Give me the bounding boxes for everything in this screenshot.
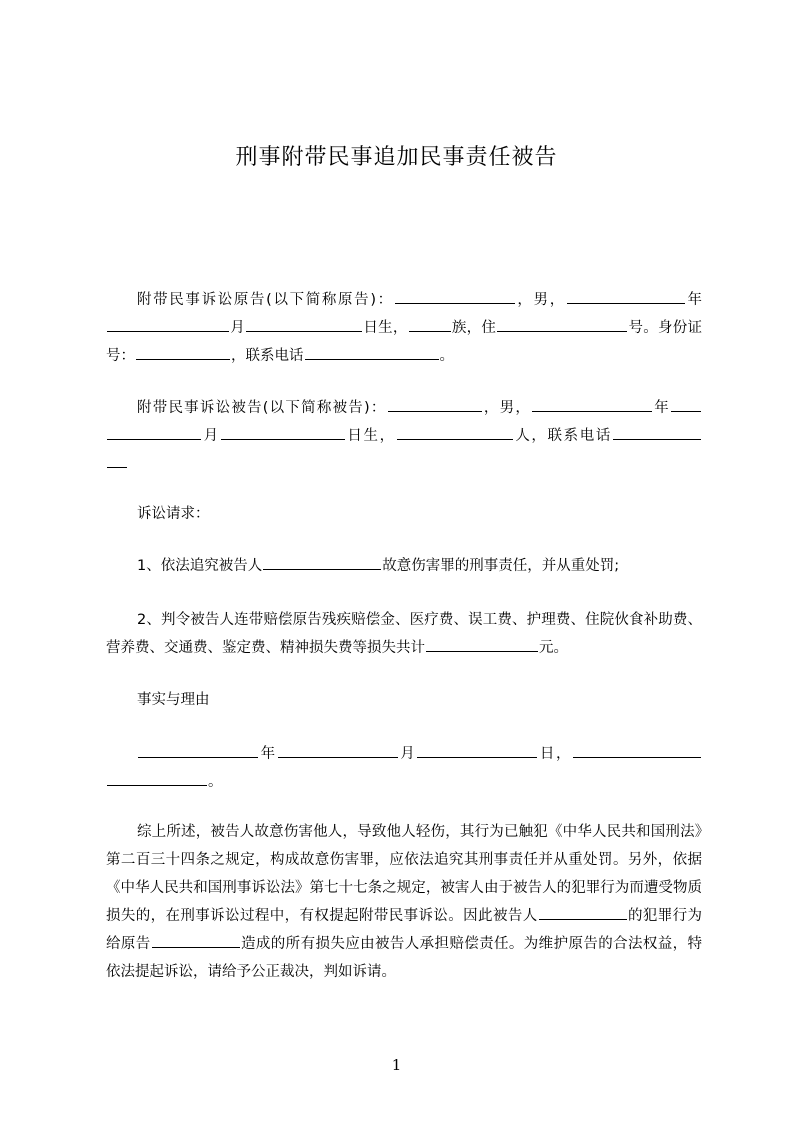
plaintiff-id-blank[interactable] [136, 345, 230, 360]
conclusion-part-2: 的犯罪行为给原告 [106, 908, 703, 952]
plaintiff-month-text: 月 [230, 320, 246, 336]
conclusion-part-1: 综上所述，被告人故意伤害他人，导致他人轻伤，其行为已触犯《中华人民共和国刑法》第二百三十四条之规定，构成故意伤害罪，应依法追究其刑事责任并从重处罚。另外，依据《中华人民共和国刑事诉讼法》第七十七条之规定，被害人由于被告人的犯罪行为而遭受物质损失的，在刑事诉讼过程中，有权提起附带民事诉讼。因此被告人 [106, 824, 702, 924]
claim-2-amount-blank[interactable] [426, 637, 538, 652]
document-title: 刑事附带民事追加民事责任被告 [235, 145, 558, 170]
claim-1 [137, 552, 697, 580]
facts-month-blank[interactable] [278, 743, 398, 758]
plaintiff-phone-blank[interactable] [305, 345, 439, 360]
defendant-birth-year-blank[interactable] [532, 397, 652, 412]
facts-day-text: 日， [538, 746, 573, 762]
facts-paragraph [106, 740, 702, 796]
plaintiff-name-blank[interactable] [395, 289, 515, 304]
conclusion-part-3: 造成的所有损失应由被告人承担赔偿责任。为维护原告的合法权益，特依法提起诉讼，请给予公正裁决，判如诉请。 [106, 936, 703, 980]
claim-1-prefix: 1、依法追究被告人 [137, 558, 263, 574]
plaintiff-ethnicity-blank[interactable] [409, 317, 451, 332]
claim-2 [106, 606, 702, 662]
facts-content-blank[interactable] [573, 743, 701, 758]
conclusion-plaintiff-blank[interactable] [152, 933, 240, 948]
defendant-gender-text: ，男， [482, 400, 532, 416]
defendant-label: 附带民事诉讼被告(以下简称被告)： [137, 400, 387, 416]
claim-2-prefix: 2、判令被告人连带赔偿原告残疾赔偿金、医疗费、误工费、护理费、住院伙食补助费、营养费、交通费、鉴定费、精神损失费等损失共计 [106, 612, 702, 656]
page-number: 1 [391, 1056, 402, 1074]
defendant-phone-text: 人，联系电话 [513, 428, 613, 444]
facts-year-blank[interactable] [138, 743, 258, 758]
claim-1-suffix: 故意伤害罪的刑事责任，并从重处罚; [382, 558, 620, 574]
facts-year-text: 年 [259, 746, 277, 762]
plaintiff-label: 附带民事诉讼原告(以下简称原告)： [137, 292, 394, 308]
defendant-phone-blank[interactable] [613, 425, 701, 440]
plaintiff-birth-month-blank[interactable] [107, 317, 229, 332]
claim-2-suffix: 元。 [539, 640, 568, 656]
plaintiff-paragraph [106, 286, 702, 370]
plaintiff-day-text: 日生， [363, 320, 408, 336]
defendant-person-blank[interactable] [397, 425, 513, 440]
plaintiff-birth-year-blank[interactable] [567, 289, 685, 304]
conclusion-paragraph [106, 818, 702, 986]
defendant-year-tail-blank[interactable] [671, 397, 701, 412]
defendant-year-text: 年 [653, 400, 670, 416]
plaintiff-id-text: 号。身份证号： [106, 320, 703, 364]
defendant-birth-day-blank[interactable] [221, 425, 345, 440]
claim-1-defendant-blank[interactable] [263, 555, 381, 570]
defendant-month-text: 月 [202, 428, 220, 444]
defendant-paragraph [106, 394, 702, 478]
facts-day-blank[interactable] [417, 743, 537, 758]
facts-end-text: 。 [208, 774, 223, 790]
facts-content-tail-blank[interactable] [107, 771, 207, 786]
plaintiff-address-blank[interactable] [497, 317, 627, 332]
defendant-day-text: 日生， [345, 428, 396, 444]
defendant-birth-month-blank[interactable] [107, 425, 201, 440]
conclusion-defendant-blank[interactable] [539, 905, 627, 920]
plaintiff-ethnic-text: 族，住 [451, 320, 497, 336]
facts-heading: 事实与理由 [137, 692, 210, 708]
facts-month-text: 月 [398, 746, 417, 762]
claims-heading: 诉讼请求： [137, 506, 210, 522]
defendant-phone-tail-blank[interactable] [107, 453, 127, 468]
plaintiff-phone-text: ，联系电话 [231, 348, 304, 364]
plaintiff-birth-day-blank[interactable] [246, 317, 362, 332]
defendant-name-blank[interactable] [388, 397, 482, 412]
plaintiff-end-text: 。 [439, 348, 454, 364]
plaintiff-gender-text: ，男， [515, 292, 566, 308]
plaintiff-year-text: 年 [685, 292, 702, 308]
